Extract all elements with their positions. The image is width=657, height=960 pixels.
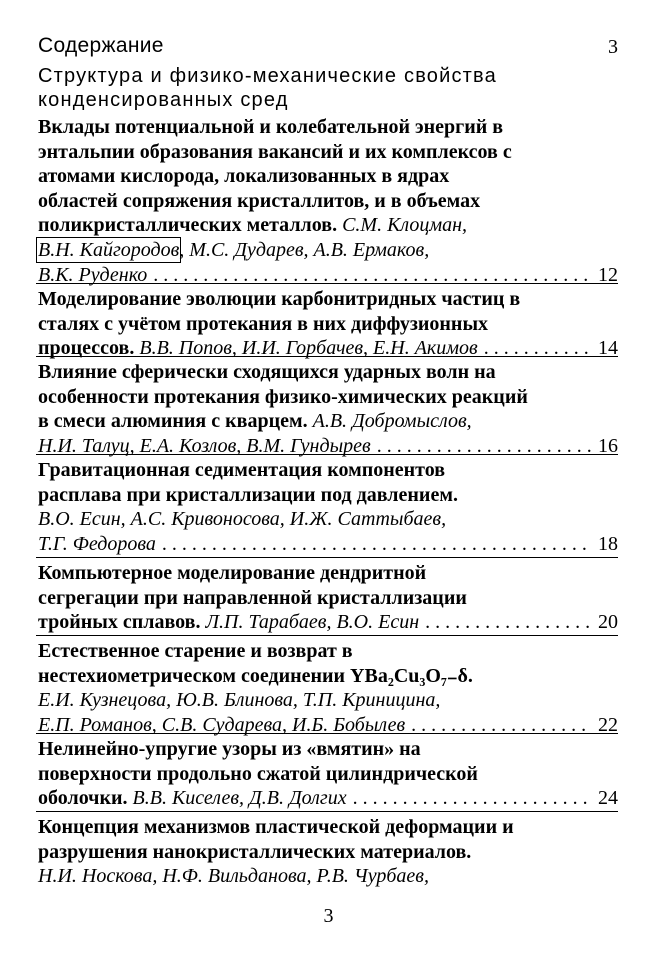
page-number-footer: 3 bbox=[323, 905, 334, 927]
entry-title-text: в смеси алюминия с кварцем. bbox=[38, 410, 308, 433]
toc-entry bbox=[38, 115, 618, 287]
toc-entry-line bbox=[38, 385, 618, 410]
toc-entry-page-number: 18 bbox=[598, 532, 618, 555]
toc-entry-line bbox=[38, 360, 618, 385]
entry-title-text: Влияние сферически сходящихся ударных волн на bbox=[38, 361, 496, 383]
toc-entry bbox=[38, 360, 618, 458]
entry-title-text: сегрегации при направленной кристаллизации bbox=[38, 586, 467, 609]
entry-title-text: поверхности продольно сжатой цилиндрической bbox=[38, 762, 478, 785]
entry-authors-text: В.В. Киселев, Д.В. Долгих bbox=[127, 787, 347, 810]
dot-leader bbox=[425, 610, 592, 635]
toc-entry-page-number: 20 bbox=[598, 611, 618, 634]
toc-entry-line bbox=[38, 507, 618, 532]
toc-entry-line bbox=[38, 115, 618, 140]
dot-leader bbox=[353, 786, 592, 811]
entry-title-text: сталях с учётом протекания в них диффузионных bbox=[38, 312, 489, 335]
toc-entry-line bbox=[38, 483, 618, 508]
entry-title-text: энтальпии образования вакансий и их комплексов с bbox=[38, 140, 512, 163]
toc-entry-line bbox=[38, 164, 618, 189]
entry-title-text: Гравитационная седиментация компонентов bbox=[38, 459, 446, 481]
entry-title-text: расплава при кристаллизации под давлением. bbox=[38, 483, 458, 506]
entry-authors-text: Е.П. Романов, С.В. Сударева, И.Б. Бобылев bbox=[38, 713, 406, 736]
entry-authors-text: В.О. Есин, А.С. Кривоносова, И.Ж. Саттыбаев, bbox=[38, 508, 447, 531]
toc-entry-line bbox=[38, 409, 618, 434]
entry-title-text: Нелинейно-упругие узоры из «вмятин» на bbox=[38, 738, 421, 760]
entry-authors-text: В.В. Попов, И.И. Горбачев, Е.Н. Акимов bbox=[134, 337, 478, 360]
toc-entry-line bbox=[38, 762, 618, 787]
toc-entry-line bbox=[38, 586, 618, 611]
entry-title-text: нестехиометрическом соединении YBa₂Cu₃O₇₋δ. bbox=[38, 664, 473, 687]
entry-title-text: областей сопряжения кристаллитов, и в объемах bbox=[38, 189, 481, 212]
toc-entry-line bbox=[38, 639, 618, 664]
toc-title: Содержание bbox=[38, 34, 164, 57]
toc-entry-line bbox=[38, 312, 618, 337]
toc-entry-line bbox=[38, 561, 618, 586]
toc-entry-line bbox=[38, 140, 618, 165]
toc-entry-line bbox=[38, 664, 618, 689]
entry-title-text: Концепция механизмов пластической деформации и bbox=[38, 816, 514, 838]
toc-entry-page-number: 16 bbox=[598, 434, 618, 457]
toc-entry-line bbox=[38, 189, 618, 214]
entry-separator bbox=[36, 635, 618, 636]
entry-authors-text: Л.П. Тарабаев, В.О. Есин bbox=[200, 611, 420, 634]
section-title-line: конденсированных сред bbox=[38, 89, 289, 111]
entry-separator bbox=[36, 356, 618, 357]
toc-entry-line bbox=[38, 213, 618, 238]
toc-entry bbox=[38, 561, 618, 635]
toc-entry-page-number: 22 bbox=[598, 713, 618, 736]
toc-entry-page-number: 24 bbox=[598, 787, 618, 810]
entry-title-text: процессов. bbox=[38, 337, 135, 360]
entry-title-text: тройных сплавов. bbox=[38, 611, 201, 634]
entry-title-text: оболочки. bbox=[38, 787, 128, 810]
entry-authors-text: Т.Г. Федорова bbox=[38, 532, 156, 555]
entry-authors-text: Е.И. Кузнецова, Ю.В. Блинова, Т.П. Криницина, bbox=[38, 689, 441, 712]
entry-separator bbox=[36, 557, 618, 558]
entry-separator bbox=[36, 454, 618, 455]
toc-entry-last-line bbox=[38, 786, 618, 811]
toc-entry-line bbox=[38, 688, 618, 713]
toc-entry bbox=[38, 287, 618, 361]
dot-leader bbox=[162, 532, 592, 557]
entry-title-text: Вклады потенциальной и колебательной энергий в bbox=[38, 116, 504, 138]
toc-entry-page-number: 12 bbox=[598, 263, 618, 286]
dot-leader bbox=[484, 336, 592, 361]
entry-authors-text: А.В. Добромыслов, bbox=[307, 410, 472, 433]
toc-entry-line bbox=[38, 458, 618, 483]
toc-header bbox=[38, 34, 618, 58]
toc-entry-line bbox=[38, 737, 618, 762]
section-title bbox=[38, 64, 608, 112]
toc-entry-line bbox=[38, 815, 618, 840]
toc-entry-last-line bbox=[38, 532, 618, 557]
entry-separator bbox=[36, 283, 618, 284]
toc-entry-last-line bbox=[38, 610, 618, 635]
entry-title-text: Естественное старение и возврат в bbox=[38, 640, 353, 662]
entry-separator bbox=[36, 733, 618, 734]
entry-authors-text: Н.И. Талуц, Е.А. Козлов, В.М. Гундырев bbox=[38, 434, 371, 457]
toc-entry bbox=[38, 737, 618, 811]
entry-title-text: поликристаллических металлов. bbox=[38, 214, 338, 237]
toc-entry-page-number: 14 bbox=[598, 337, 618, 360]
highlighted-author: В.Н. Кайгородов bbox=[38, 238, 180, 261]
toc-entry-line bbox=[38, 840, 618, 865]
toc-entry-line bbox=[38, 287, 618, 312]
entry-authors-text: С.М. Клоцман, bbox=[337, 214, 468, 237]
entry-title-text: атомами кислорода, локализованных в ядрах bbox=[38, 165, 450, 188]
toc-entry bbox=[38, 458, 618, 556]
toc-entry-line bbox=[38, 238, 618, 263]
entry-separator bbox=[36, 811, 618, 812]
entry-title-text: разрушения нанокристаллических материалов. bbox=[38, 840, 472, 863]
entry-title-text: Моделирование эволюции карбонитридных частиц в bbox=[38, 288, 521, 310]
entry-authors-text: В.К. Руденко bbox=[38, 263, 148, 286]
toc-header-page-number: 3 bbox=[608, 36, 618, 58]
section-title-line: Структура и физико-механические свойства bbox=[38, 65, 497, 87]
toc-entry bbox=[38, 639, 618, 737]
entry-authors-text: Н.И. Носкова, Н.Ф. Вильданова, Р.В. Чурбаев, bbox=[38, 865, 429, 888]
toc-entry-line bbox=[38, 864, 618, 889]
toc-entry bbox=[38, 815, 618, 889]
entry-title-text: особенности протекания физико-химических реакций bbox=[38, 385, 528, 408]
toc-entry-last-line bbox=[38, 336, 618, 361]
entry-authors-text: , М.С. Дударев, А.В. Ермаков, bbox=[179, 238, 430, 261]
entry-title-text: Компьютерное моделирование дендритной bbox=[38, 562, 427, 584]
